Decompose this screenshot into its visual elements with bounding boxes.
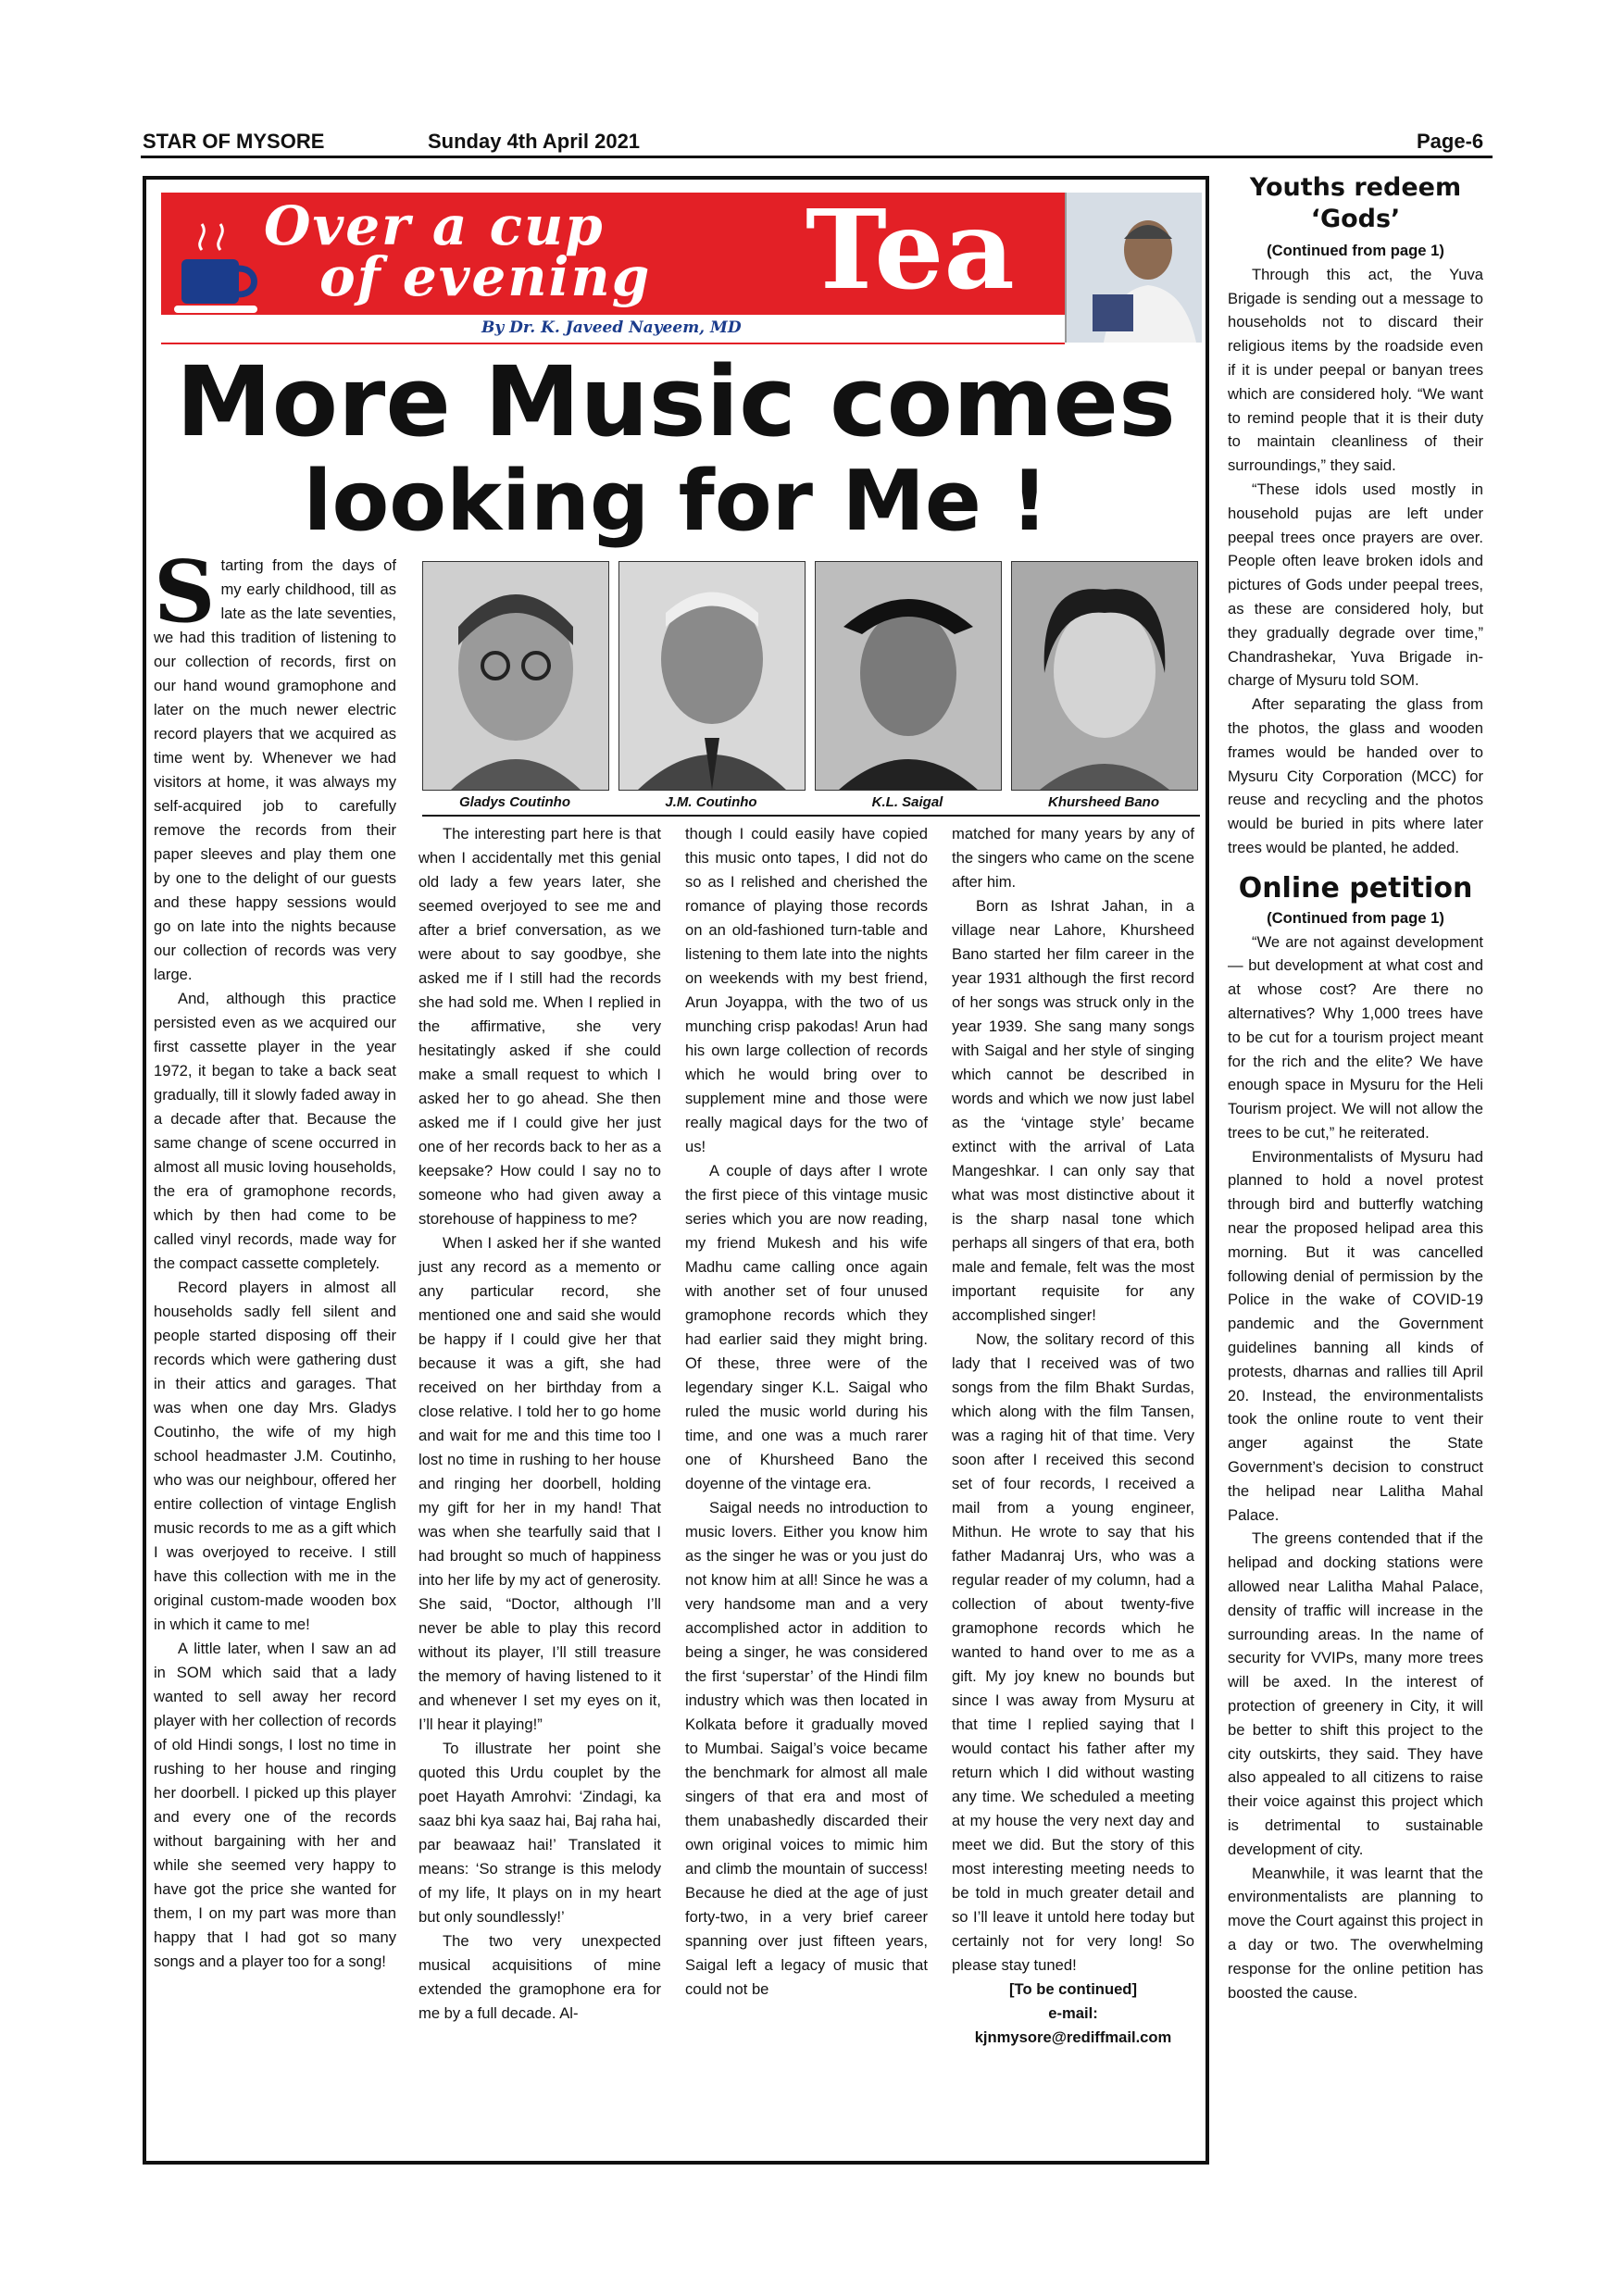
masthead-paper-name: STAR OF MYSORE bbox=[143, 130, 325, 153]
author-email: kjnmysore@rediffmail.com bbox=[974, 2028, 1172, 2046]
masthead-date: Sunday 4th April 2021 bbox=[428, 130, 641, 153]
drop-cap: S bbox=[154, 542, 216, 642]
paragraph: The two very unexpected musical acquisitions of mine extended the gramophone era for me by a full decade. Al- bbox=[418, 1932, 661, 2022]
story-title-online-petition: Online petition bbox=[1238, 871, 1473, 905]
headline-line1: More Music comes bbox=[176, 345, 1176, 458]
masthead-page-number: Page-6 bbox=[1417, 130, 1484, 153]
paragraph: though I could easily have copied this music onto tapes, I did not do so as I relished and cherished the romance of playing those records on an old-fashioned turn-table and listening to them late into the nights on weekends with my best friend, Arun Joyappa, with the two of us munching crisp pakodas! Arun had his own large collection of records which he would bring over to supplement mine and those were really magical days for the two of us! bbox=[685, 825, 928, 1155]
paragraph: When I asked her if she wanted just any record as a memento or any particular record, she mentioned one and said she would be happy if I could give her that because it was a gift, she had received on her birthday from a close relative. I told her to go home and wait for me and this time too I lost no time in rushing to her house and ringing her doorbell, holding my gift for her in my hand! That was when she tearfully said that I had brought so much of happiness into her life by my act of generosity. She said, “Doctor, although I’ll never be able to play this record without its player, I’ll still treasure the memory of having listened to it and whenever I set my eyes on it, I’ll hear it playing!” bbox=[418, 1234, 661, 1733]
caption-rule bbox=[422, 815, 1200, 817]
paragraph: Now, the solitary record of this lady that I received was of two songs from the film Bhakt Surdas, which along with the film Tansen, was a raging hit of that time. Very soon after I received this second set of four records, I received a mail from a young engineer, Mithun. He wrote to say that his father Madanraj Urs, who was a regular reader of my column, had a collection of about twenty-five gramophone records which he wanted to hand over to me as a gift. My joy knew no bounds but since I was away from Mysuru at that time I replied saying that I would contact his father after my return which I did without wasting any time. We scheduled a meeting at my house the very next day and meet we did. But the story of this most interesting meeting needs to be told in much greater detail and so I’ll leave it untold here today but certainly not for very long! So please stay tuned! bbox=[952, 1330, 1194, 1974]
paragraph: After separating the glass from the photos, the glass and wooden frames would be handed over to Mysuru City Corporation (MCC) for reuse and recycling and the photos would be buried in pits where later trees would be planted, he added. bbox=[1228, 695, 1483, 856]
photo-kl-saigal bbox=[815, 561, 1002, 791]
photo-caption: Gladys Coutinho bbox=[459, 794, 570, 810]
continued-from-page: (Continued from page 1) bbox=[1267, 242, 1444, 259]
paragraph: Saigal needs no introduction to music lovers. Either you know him as the singer he was or you just do not know him at all! Since he was a very handsome man and a very accomplished actor in addition to being a singer, he was considered the first ‘superstar’ of the Hindi film industry which was then located in Kolkata before it gradually moved to Mumbai. Saigal’s voice became the benchmark for almost all male singers of that era and most of them unabashedly discarded their own original voices to mimic him and climb the mountain of success! Because he died at the age of just forty-two, in a very brief career spanning over just fifteen years, Saigal left a legacy of music that could not be bbox=[685, 1499, 928, 1998]
paragraph: A little later, when I saw an ad in SOM which said that a lady wanted to sell away her record player with her collection of records of old Hindi songs, I lost no time in rushing to her house and ringing her doorbell. I picked up this player and every one of the records without bargaining with her and while she seemed very happy to have got the price she wanted for them, I on my part was more than happy that I had got so many songs and a player too for a song! bbox=[154, 1640, 396, 1970]
author-portrait-icon bbox=[1067, 193, 1202, 343]
photo-caption: K.L. Saigal bbox=[871, 794, 943, 810]
paragraph: A couple of days after I wrote the first piece of this vintage music series which you are now reading, my friend Mukesh and his wife Madhu came calling once again with another set of four unused gramophone records which they had earlier said they might bring. Of these, three were of the legendary singer K.L. Saigal who ruled the music world during his time, and one was a much rarer one of Khursheed Bano the doyenne of the vintage era. bbox=[685, 1162, 928, 1492]
paragraph: The greens contended that if the helipad and docking stations were allowed near Lalitha Mahal Palace, density of traffic will increase in the surrounding areas. In the name of security for VVIPs, many more trees will be axed. In the interest of protection of greenery in City, it will be better to shift this project to the city outskirts, they said. They have also appealed to all citizens to raise their voice against this project which is detrimental to sustainable development of city. bbox=[1228, 1529, 1483, 1858]
photo-khursheed-bano bbox=[1011, 561, 1198, 791]
paragraph: The interesting part here is that when I accidentally met this genial old lady a few years later, she seemed overjoyed to see me and after a brief conversation, as we were about to say goodbye, she asked me if I still had the records she had sold me. When I replied in the affirmative, she very hesitatingly asked if she could make a small request to which I asked her to go ahead. She then asked me if I could give her just one of her records back to her as a keepsake? How could I say no to someone who had given away a storehouse of happiness to me? bbox=[418, 825, 661, 1228]
paragraph: To illustrate her point she quoted this Urdu couplet by the poet Hayath Amrohvi: ‘Zindagi, ka saaz bhi kya saaz hai, Baj raha hai, par beawaaz hai!’ Translated it means: ‘So strange is this melody of my life, It plays on in my heart but only soundlessly!’ bbox=[418, 1740, 661, 1926]
paragraph: Meanwhile, it was learnt that the environmentalists are planning to move the Court against this project in a day or two. The overwhelming response for the online petition has boosted the cause. bbox=[1228, 1864, 1483, 2002]
article-column-1 bbox=[154, 542, 396, 1974]
photo-caption: J.M. Coutinho bbox=[665, 794, 757, 810]
paragraph: matched for many years by any of the singers who came on the scene after him. bbox=[952, 825, 1194, 891]
author-photo bbox=[1065, 193, 1202, 343]
to-be-continued: [To be continued] bbox=[1009, 1980, 1137, 1998]
banner-title-line1: Over a cup bbox=[264, 194, 605, 257]
email-label: e-mail: bbox=[1048, 2004, 1098, 2022]
continued-from-page: (Continued from page 1) bbox=[1267, 908, 1444, 927]
paragraph: And, although this practice persisted even as we acquired our first cassette player in the year 1972, it began to take a back seat gradually, till it slowly faded away in a decade after that. Because the same change of scene occurred in almost all music loving households, the era of gramophone records, which by then had come to be called vinyl records, made way for the compact cassette completely. bbox=[154, 990, 396, 1272]
banner-byline: By Dr. K. Javeed Nayeem, MD bbox=[481, 318, 742, 337]
paragraph: Record players in almost all households sadly fell silent and people started disposing off their records which were gathering dust in their attics and garages. That was when one day Mrs. Gladys Coutinho, the wife of my high school headmaster J.M. Coutinho, who was our neighbour, offered her entire collection of vintage English music records to me as a gift which I was overjoyed to receive. I still have this collection with me in the original custom-made wooden box in which it came to me! bbox=[154, 1279, 396, 1633]
banner-title-tea: Tea bbox=[806, 185, 1015, 314]
photo-gladys-coutinho bbox=[422, 561, 609, 791]
paragraph: Through this act, the Yuva Brigade is sending out a message to households not to discard their religious items by the roadside even if it is under peepal or banyan trees which are considered holy. “We want to remind people that it is their duty to maintain cleanliness of their surroundings,” they said. bbox=[1228, 265, 1483, 475]
photo-caption: Khursheed Bano bbox=[1047, 794, 1159, 810]
story-title-youths-redeem-gods: Youths redeem ‘Gods’ bbox=[1249, 173, 1462, 233]
sidebar bbox=[1228, 172, 1483, 2004]
headline-line2: looking for Me ! bbox=[303, 453, 1049, 550]
article-column-4 bbox=[952, 822, 1194, 2050]
banner-title-line2: of evening bbox=[319, 245, 652, 308]
paragraph: “We are not against development — but development at what cost and at whose cost? Are there no alternatives? Why 1,000 trees have to be cut for a tourism project meant for the rich and the elite? We have enough space in Mysuru for the Heli Tourism project. We will not allow the trees to be cut,” he reiterated. bbox=[1228, 932, 1483, 1142]
header-rule bbox=[141, 156, 1493, 158]
teacup-icon bbox=[174, 215, 267, 326]
paragraph: tarting from the days of my early childhood, till as late as the late seventies, we had this tradition of listening to our collection of records, first on our hand wound gramophone and later on the much newer electric record players that we acquired as time went by. Whenever we had visitors at home, it was always my self-acquired job to carefully remove the records from their paper sleeves and play them one by one to the delight of our guests and these happy sessions would go on late into the nights because our collection of records was very large. bbox=[154, 556, 396, 983]
article-column-3 bbox=[685, 822, 928, 2002]
article-column-2 bbox=[418, 822, 661, 2026]
photo-jm-coutinho bbox=[618, 561, 806, 791]
paragraph: Environmentalists of Mysuru had planned to hold a novel protest through bird and butterfly watching near the proposed helipad area this morning. But it was cancelled following denial of permission by the Police in the wake of COVID-19 pandemic and the Government guidelines banning all kinds of protests, dharnas and rallies till April 20. Instead, the environmentalists took the online route to vent their anger against the State Government’s decision to construct the helipad near Lalitha Mahal Palace. bbox=[1228, 1147, 1483, 1524]
paragraph: “These idols used mostly in household pujas are left under peepal trees once prayers are over. People often leave broken idols and pictures of Gods under peepal trees, as these are considered holy, but they gradually degrade over time,” Chandrashekar, Yuva Brigade in-charge of Mysuru told SOM. bbox=[1228, 480, 1483, 690]
paragraph: Born as Ishrat Jahan, in a village near Lahore, Khursheed Bano started her film career in the year 1931 although the first record of her songs was struck only in the year 1939. She sang many songs with Saigal and her style of singing which cannot be described in words and which we now just label as the ‘vintage style’ became extinct with the arrival of Lata Mangeshkar. I can only say that what was most distinctive about it is the sharp nasal tone which perhaps all singers of that era, both male and female, felt was the most important requisite for any accomplished singer! bbox=[952, 897, 1194, 1324]
